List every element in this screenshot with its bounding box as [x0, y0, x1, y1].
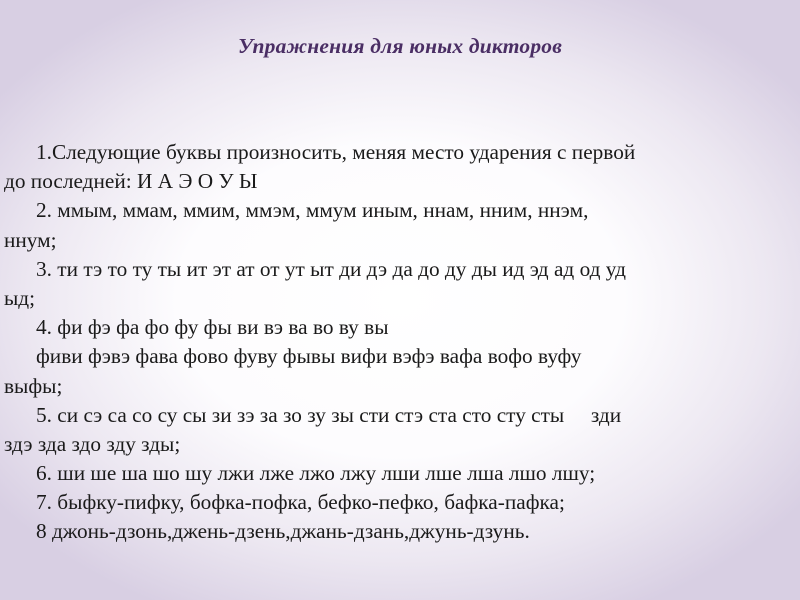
slide-title: Упражнения для юных дикторов — [237, 34, 563, 58]
text-line: 8 джонь-дзонь,джень-дзень,джань-дзань,джунь-дзунь. — [36, 519, 530, 544]
text-line: ыд; — [4, 285, 36, 310]
text-line: ннум; — [4, 227, 57, 252]
text-line: до последней: И А Э О У Ы — [4, 169, 258, 194]
text-line: 4. фи фэ фа фо фу фы ви вэ ва во ву вы — [36, 315, 389, 340]
text-line: 7. быфку-пифку, бофка-пофка, бефко-пефко, бафка-пафка; — [36, 490, 565, 515]
text-line: 6. ши ше ша шо шу лжи лже лжо лжу лши лше лша лшо лшу; — [36, 461, 596, 486]
exercise-text — [4, 138, 794, 547]
text-line: фиви фэвэ фава фово фуву фывы вифи вэфэ вафа вофо вуфу — [36, 344, 582, 369]
text-line: 2. ммым, ммам, ммим, ммэм, ммум иным, ннам, нним, ннэм, — [36, 198, 589, 223]
text-line: 3. ти тэ то ту ты ит эт ат от ут ыт ди дэ да до ду ды ид эд ад од уд — [36, 256, 626, 281]
text-line: 5. си сэ са со су сы зи зэ за зо зу зы сти стэ ста сто сту сты зди — [36, 402, 622, 427]
text-line: 1.Следующие буквы произносить, меняя место ударения с первой — [36, 140, 636, 164]
text-line: выфы; — [4, 373, 63, 398]
text-line: здэ зда здо зду зды; — [4, 431, 181, 456]
